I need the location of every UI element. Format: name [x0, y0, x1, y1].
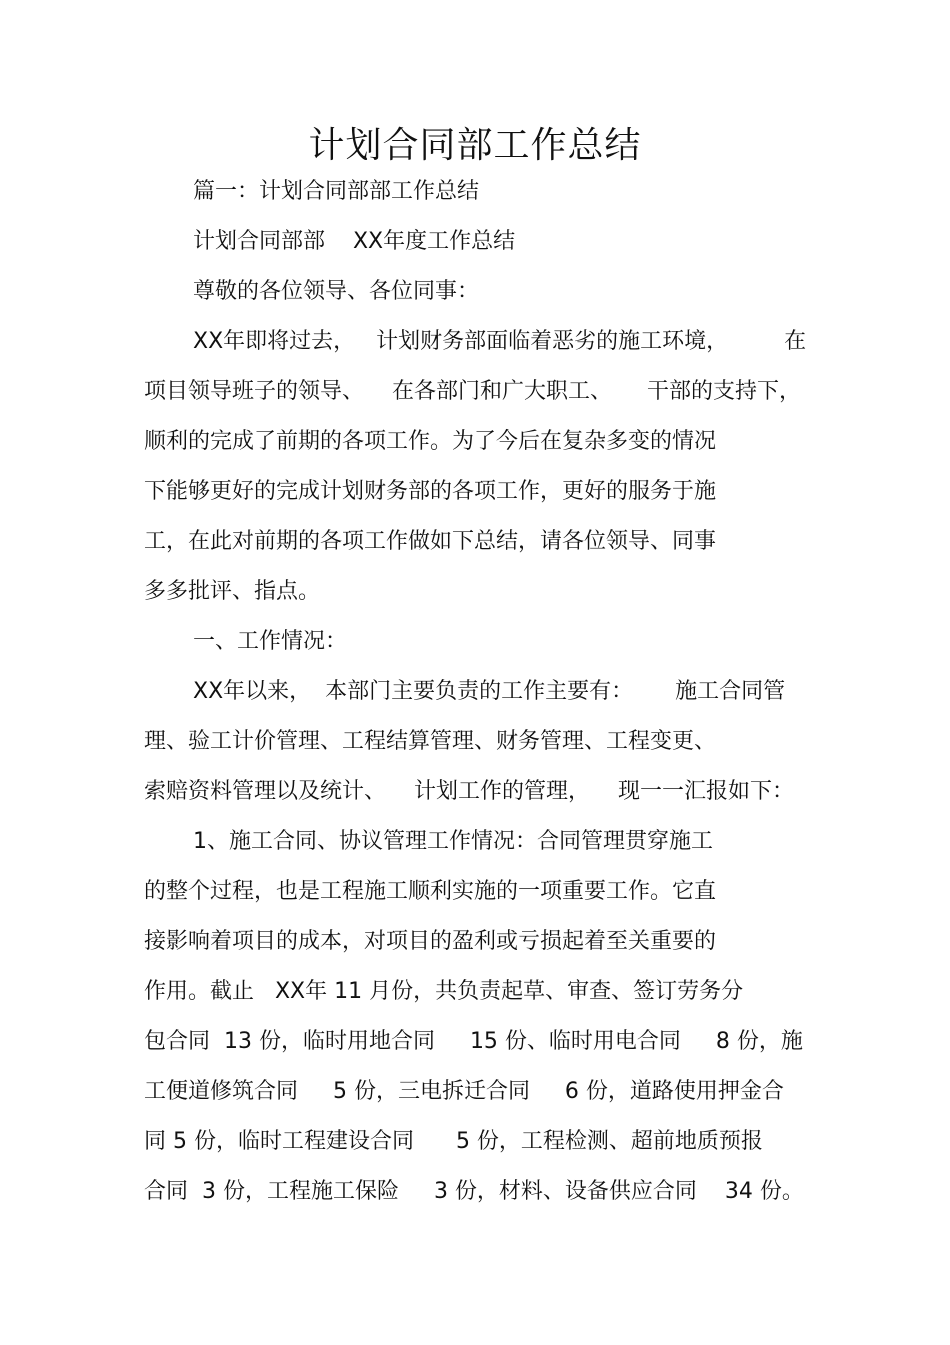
document-title: 计划合同部工作总结 — [308, 125, 642, 166]
paragraph-line: 下能够更好的完成计划财务部的各项工作，更好的服务于施 — [144, 479, 717, 504]
paragraph-line: 合同 3 份，工程施工保险 3 份，材料、设备供应合同 34 份。 — [144, 1179, 804, 1204]
paragraph-line: 1、施工合同、协议管理工作情况：合同管理贯穿施工 — [193, 829, 713, 854]
paragraph-line: 顺利的完成了前期的各项工作。为了今后在复杂多变的情况 — [144, 429, 717, 454]
paragraph-line: 接影响着项目的成本，对项目的盈利或亏损起着至关重要的 — [144, 929, 717, 954]
paragraph-line: 理、验工计价管理、工程结算管理、财务管理、工程变更、 — [144, 729, 717, 754]
paragraph-line: 索赔资料管理以及统计、 计划工作的管理， 现一一汇报如下： — [144, 779, 794, 804]
paragraph-line: 计划合同部部 XX年度工作总结 — [193, 229, 516, 254]
paragraph-line: XX年即将过去， 计划财务部面临着恶劣的施工环境， 在 — [193, 329, 807, 354]
paragraph-line: XX年以来， 本部门主要负责的工作主要有： 施工合同管 — [193, 679, 786, 704]
paragraph-line: 项目领导班子的领导、 在各部门和广大职工、 干部的支持下， — [144, 379, 801, 404]
paragraph-line: 包合同 13 份，临时用地合同 15 份、临时用电合同 8 份，施 — [144, 1029, 803, 1054]
paragraph-line: 工便道修筑合同 5 份，三电拆迁合同 6 份，道路使用押金合 — [144, 1079, 784, 1104]
paragraph-line: 尊敬的各位领导、各位同事： — [193, 279, 480, 304]
paragraph-line: 篇一：计划合同部部工作总结 — [193, 179, 480, 204]
paragraph-line: 的整个过程，也是工程施工顺利实施的一项重要工作。它直 — [144, 879, 717, 904]
paragraph-line: 同 5 份，临时工程建设合同 5 份，工程检测、超前地质预报 — [144, 1129, 763, 1154]
section-heading: 一、工作情况： — [193, 629, 348, 654]
paragraph-line: 工，在此对前期的各项工作做如下总结，请各位领导、同事 — [144, 529, 717, 554]
paragraph-line: 多多批评、指点。 — [144, 579, 321, 604]
paragraph-line: 作用。截止 XX年 11 月份，共负责起草、审查、签订劳务分 — [144, 979, 744, 1004]
